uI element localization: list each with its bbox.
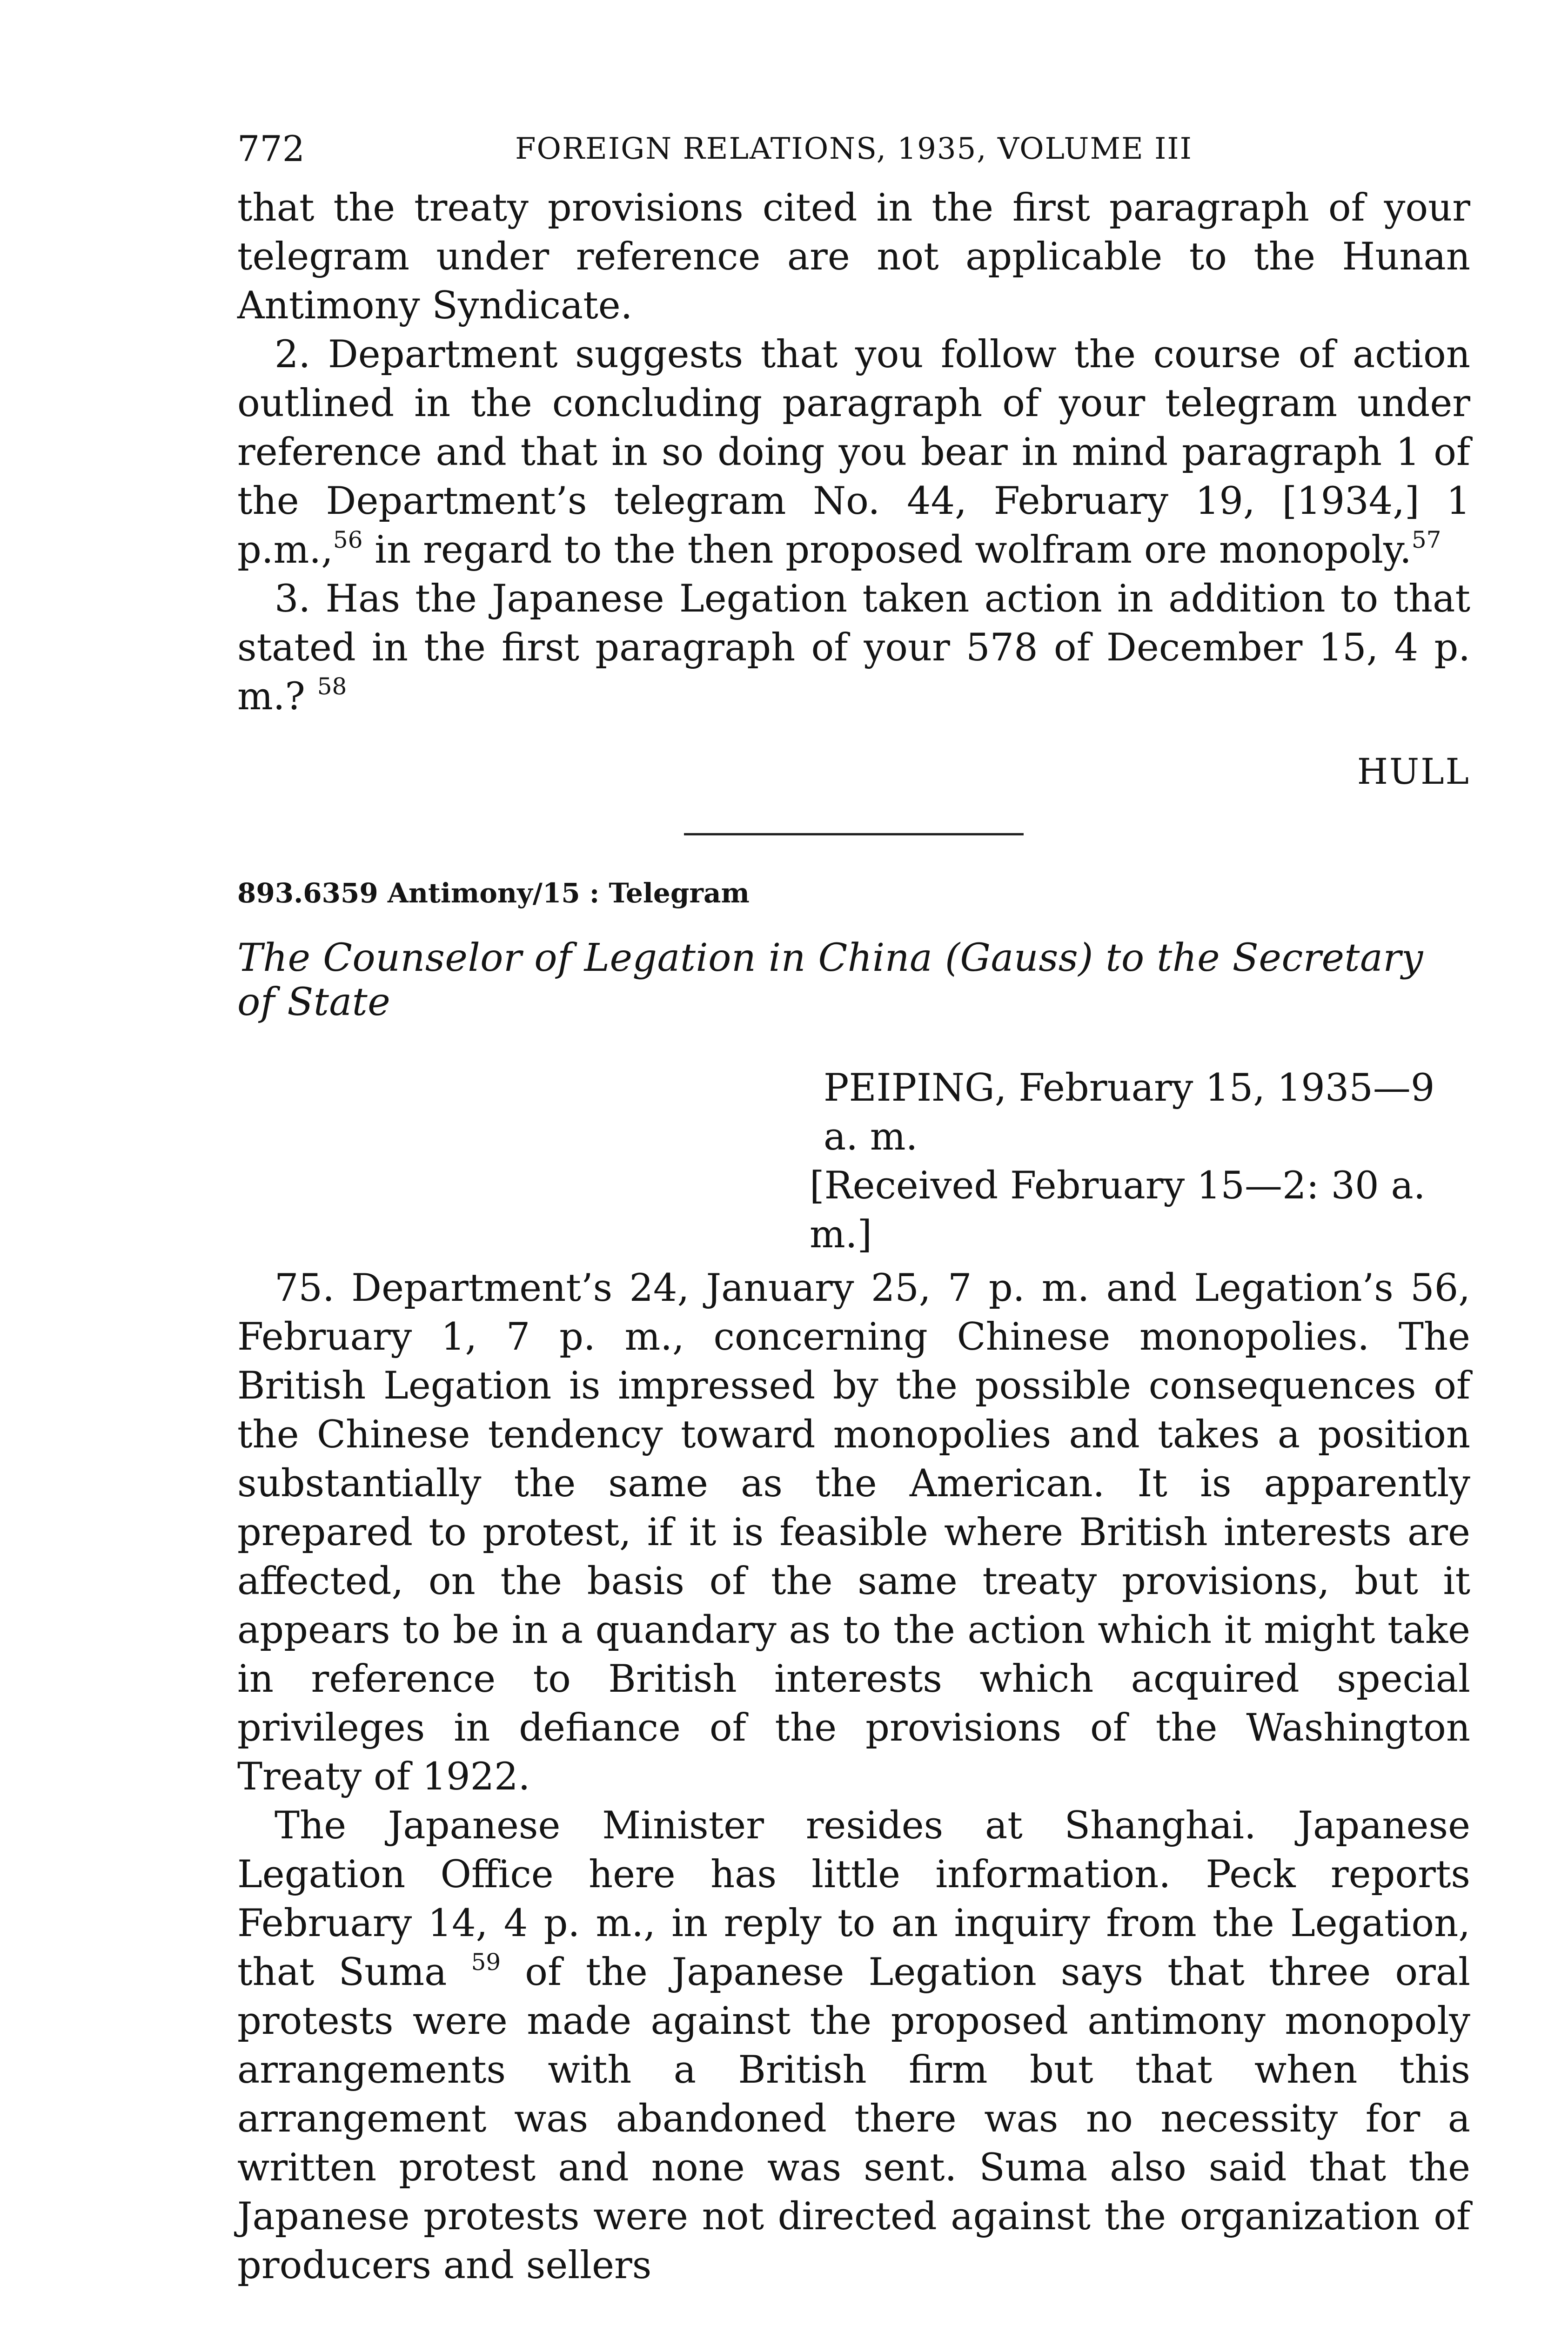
footnote-ref-57[interactable]: 57 — [1411, 526, 1441, 553]
section-divider — [684, 833, 1024, 835]
dateline: PEIPING, February 15, 1935—9 a. m. — [824, 1066, 1435, 1159]
signature-hull: HULL — [1357, 751, 1470, 792]
document-page — [237, 126, 1470, 2327]
telegram-paragraph-1: 75. Department’s 24, January 25, 7 p. m. and Legation’s 56, February 1, 7 p. m., concerning Chinese monopolies. The British Legation is impressed by the possible consequences of the Chinese tendency toward monopolies and takes a position substantially the same as the American. It is apparently prepared to protest, if it is feasible where British interests are affected, on the basis of the same treaty provisions, but it appears to be in a quandary as to the action which it might take in reference to British interests which acquired special privileges in defiance of the provisions of the Washington Treaty of 1922. — [237, 1266, 1470, 1799]
telegram-paragraph-2: The Japanese Minister resides at Shanghai. Japanese Legation Office here has little information. Peck reports February 14, 4 p. m., in reply to an inquiry from the Legation, that Suma $^{59}$ of the Japanese Legation says that three oral protests were made against the proposed antimony monopoly arrangements with a British firm but that when this arrangement was abandoned there was no necessity for a written protest and none was sent. Suma also said that the Japanese protests were not directed against the organization of producers and sellers — [237, 1804, 1471, 2287]
page-number: 772 — [237, 128, 305, 169]
running-header — [237, 126, 1470, 172]
footnote-ref-59[interactable]: 59 — [471, 1949, 501, 1976]
footnote-ref-56[interactable]: 56 — [333, 526, 363, 553]
footnote-ref-58[interactable]: 58 — [317, 673, 347, 700]
received-line: [Received February 15—2: 30 a. m.] — [810, 1164, 1426, 1257]
file-reference: 893.6359 Antimony/15 : Telegram — [237, 877, 750, 909]
telegram-body — [237, 1264, 1470, 2290]
paragraph-3: 3. Has the Japanese Legation taken action in addition to that stated in the first paragraph of your 578 of December 15, 4 p. m.? $^{58}$ — [237, 577, 1470, 719]
continuation-paragraph: that the treaty provisions cited in the first paragraph of your telegram under reference are not applicable to the Hunan Antimony Syndicate. — [237, 186, 1470, 328]
continued-telegram — [237, 184, 1470, 796]
dateline-city: PEIPING — [824, 1066, 995, 1110]
paragraph-2: 2. Department suggests that you follow the course of action outlined in the concluding paragraph of your telegram under reference and that in so doing you bear in mind paragraph 1 of the Department’s telegram No. 44, February 19, [1934,] 1 p.m.,$^{56}$ in regard to the then proposed wolfram ore monopoly.$^{57}$ — [237, 333, 1470, 572]
running-title: FOREIGN RELATIONS, 1935, VOLUME III — [515, 132, 1193, 166]
document-title: The Counselor of Legation in China (Gauss) to the Secretary of State — [237, 936, 1423, 1024]
